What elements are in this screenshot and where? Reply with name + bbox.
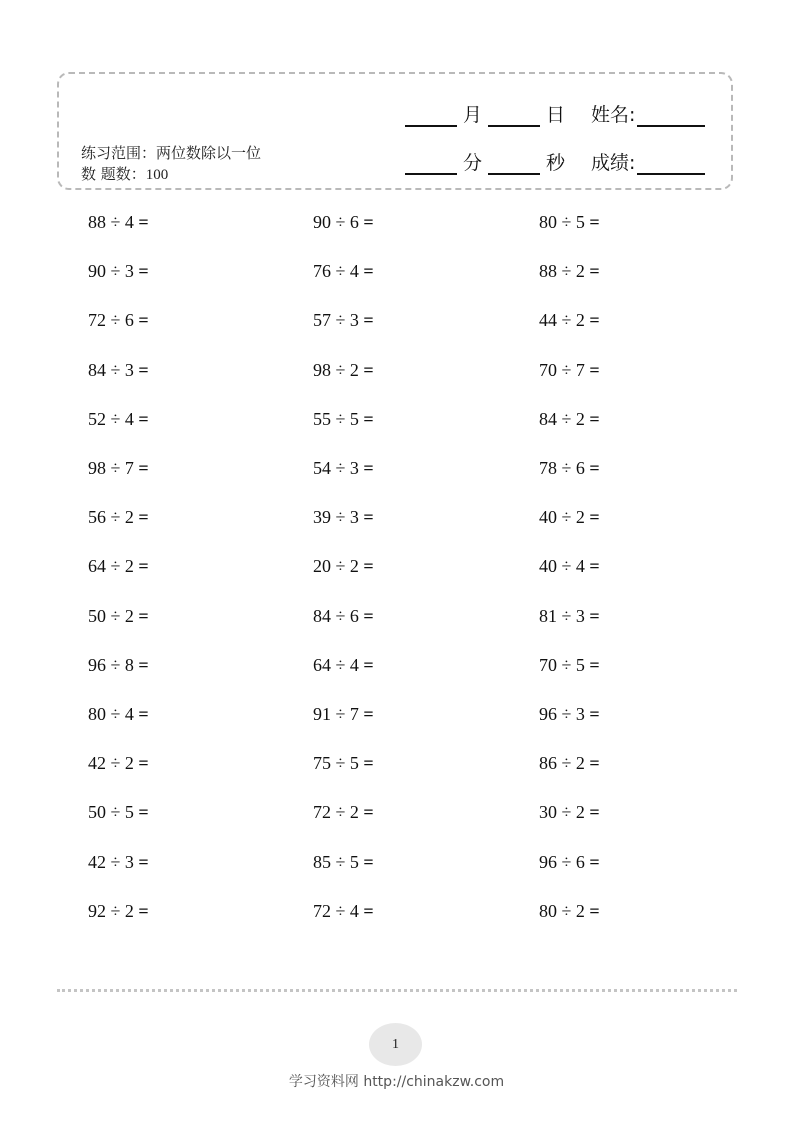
minute-label: 分 bbox=[463, 152, 483, 174]
month-blank[interactable] bbox=[405, 107, 457, 127]
problem-item bbox=[88, 210, 149, 234]
problem-expression: 72 ÷ 6 bbox=[88, 310, 134, 330]
equals-sign: = bbox=[363, 507, 374, 527]
problem-expression: 54 ÷ 3 bbox=[313, 458, 359, 478]
problem-expression: 78 ÷ 6 bbox=[539, 458, 585, 478]
footer-source: 学习资料网 http://chinakzw.com bbox=[288, 1074, 505, 1090]
problem-expression: 96 ÷ 6 bbox=[539, 852, 585, 872]
problem-item bbox=[313, 800, 374, 824]
problem-item bbox=[539, 456, 600, 480]
problem-expression: 92 ÷ 2 bbox=[88, 901, 134, 921]
equals-sign: = bbox=[363, 802, 374, 822]
equals-sign: = bbox=[589, 802, 600, 822]
problem-expression: 80 ÷ 5 bbox=[539, 212, 585, 232]
equals-sign: = bbox=[589, 409, 600, 429]
problem-item bbox=[539, 554, 600, 578]
day-blank[interactable] bbox=[488, 107, 540, 127]
problem-item bbox=[313, 899, 374, 923]
problem-item bbox=[88, 702, 149, 726]
second-label: 秒 bbox=[546, 152, 566, 174]
equals-sign: = bbox=[589, 261, 600, 281]
page-number: 1 bbox=[369, 1023, 422, 1066]
equals-sign: = bbox=[138, 704, 149, 724]
problem-expression: 44 ÷ 2 bbox=[539, 310, 585, 330]
equals-sign: = bbox=[363, 360, 374, 380]
equals-sign: = bbox=[589, 655, 600, 675]
problem-item bbox=[88, 308, 149, 332]
equals-sign: = bbox=[138, 310, 149, 330]
equals-sign: = bbox=[363, 458, 374, 478]
problem-expression: 39 ÷ 3 bbox=[313, 507, 359, 527]
problem-expression: 90 ÷ 6 bbox=[313, 212, 359, 232]
equals-sign: = bbox=[138, 556, 149, 576]
problem-expression: 84 ÷ 3 bbox=[88, 360, 134, 380]
problem-expression: 80 ÷ 4 bbox=[88, 704, 134, 724]
problem-item bbox=[313, 604, 374, 628]
name-label: 姓名: bbox=[591, 104, 636, 126]
problem-expression: 42 ÷ 2 bbox=[88, 753, 134, 773]
problem-item bbox=[313, 702, 374, 726]
problem-expression: 98 ÷ 7 bbox=[88, 458, 134, 478]
problem-item bbox=[88, 407, 149, 431]
problem-expression: 57 ÷ 3 bbox=[313, 310, 359, 330]
problem-item bbox=[539, 850, 600, 874]
problem-item bbox=[88, 554, 149, 578]
problem-expression: 70 ÷ 5 bbox=[539, 655, 585, 675]
equals-sign: = bbox=[589, 556, 600, 576]
equals-sign: = bbox=[138, 212, 149, 232]
question-count-value: 100 bbox=[145, 167, 169, 183]
problem-item bbox=[88, 653, 149, 677]
problem-expression: 50 ÷ 5 bbox=[88, 802, 134, 822]
equals-sign: = bbox=[589, 212, 600, 232]
problem-expression: 85 ÷ 5 bbox=[313, 852, 359, 872]
problem-item bbox=[88, 800, 149, 824]
equals-sign: = bbox=[363, 901, 374, 921]
problem-item bbox=[88, 899, 149, 923]
practice-range: 练习范围：两位数除以一位 bbox=[81, 144, 262, 162]
problem-expression: 72 ÷ 4 bbox=[313, 901, 359, 921]
score-label: 成绩: bbox=[591, 152, 636, 174]
problem-item bbox=[88, 358, 149, 382]
problem-expression: 42 ÷ 3 bbox=[88, 852, 134, 872]
problem-item bbox=[313, 358, 374, 382]
equals-sign: = bbox=[589, 852, 600, 872]
month-label: 月 bbox=[463, 104, 483, 126]
problem-item bbox=[313, 259, 374, 283]
bottom-divider bbox=[57, 989, 737, 992]
equals-sign: = bbox=[363, 212, 374, 232]
problem-item bbox=[539, 800, 600, 824]
date-name-row bbox=[405, 100, 705, 127]
equals-sign: = bbox=[138, 409, 149, 429]
problem-expression: 72 ÷ 2 bbox=[313, 802, 359, 822]
equals-sign: = bbox=[589, 360, 600, 380]
question-count bbox=[81, 163, 168, 184]
problem-item bbox=[88, 505, 149, 529]
problem-expression: 70 ÷ 7 bbox=[539, 360, 585, 380]
problem-expression: 52 ÷ 4 bbox=[88, 409, 134, 429]
problem-expression: 76 ÷ 4 bbox=[313, 261, 359, 281]
problem-expression: 56 ÷ 2 bbox=[88, 507, 134, 527]
problem-item bbox=[313, 407, 374, 431]
problem-expression: 84 ÷ 6 bbox=[313, 606, 359, 626]
problem-expression: 30 ÷ 2 bbox=[539, 802, 585, 822]
problem-item bbox=[539, 702, 600, 726]
problem-item bbox=[539, 899, 600, 923]
equals-sign: = bbox=[138, 852, 149, 872]
problem-item bbox=[539, 604, 600, 628]
equals-sign: = bbox=[363, 409, 374, 429]
equals-sign: = bbox=[589, 310, 600, 330]
name-blank[interactable] bbox=[637, 107, 705, 127]
problem-expression: 86 ÷ 2 bbox=[539, 753, 585, 773]
problem-item bbox=[313, 210, 374, 234]
equals-sign: = bbox=[589, 458, 600, 478]
problem-item bbox=[313, 850, 374, 874]
score-blank[interactable] bbox=[637, 155, 705, 175]
problem-expression: 84 ÷ 2 bbox=[539, 409, 585, 429]
equals-sign: = bbox=[363, 261, 374, 281]
equals-sign: = bbox=[138, 261, 149, 281]
problem-expression: 80 ÷ 2 bbox=[539, 901, 585, 921]
problem-item bbox=[539, 505, 600, 529]
problem-expression: 64 ÷ 4 bbox=[313, 655, 359, 675]
problem-item bbox=[539, 210, 600, 234]
problem-expression: 91 ÷ 7 bbox=[313, 704, 359, 724]
problem-expression: 81 ÷ 3 bbox=[539, 606, 585, 626]
problem-expression: 20 ÷ 2 bbox=[313, 556, 359, 576]
problem-item bbox=[88, 604, 149, 628]
equals-sign: = bbox=[138, 753, 149, 773]
day-label: 日 bbox=[546, 104, 566, 126]
problem-expression: 88 ÷ 4 bbox=[88, 212, 134, 232]
problem-expression: 40 ÷ 2 bbox=[539, 507, 585, 527]
minute-blank[interactable] bbox=[405, 155, 457, 175]
problem-expression: 55 ÷ 5 bbox=[313, 409, 359, 429]
problem-item bbox=[313, 554, 374, 578]
equals-sign: = bbox=[363, 852, 374, 872]
equals-sign: = bbox=[138, 360, 149, 380]
equals-sign: = bbox=[138, 507, 149, 527]
problem-item bbox=[313, 653, 374, 677]
equals-sign: = bbox=[363, 606, 374, 626]
equals-sign: = bbox=[138, 901, 149, 921]
second-blank[interactable] bbox=[488, 155, 540, 175]
problem-item bbox=[88, 751, 149, 775]
problem-expression: 40 ÷ 4 bbox=[539, 556, 585, 576]
equals-sign: = bbox=[138, 802, 149, 822]
problem-item bbox=[539, 259, 600, 283]
equals-sign: = bbox=[363, 556, 374, 576]
problem-expression: 90 ÷ 3 bbox=[88, 261, 134, 281]
equals-sign: = bbox=[363, 655, 374, 675]
problem-item bbox=[313, 308, 374, 332]
time-score-row bbox=[405, 148, 705, 175]
problem-item bbox=[539, 653, 600, 677]
problem-expression: 75 ÷ 5 bbox=[313, 753, 359, 773]
equals-sign: = bbox=[589, 901, 600, 921]
equals-sign: = bbox=[363, 310, 374, 330]
equals-sign: = bbox=[363, 753, 374, 773]
problem-item bbox=[539, 407, 600, 431]
equals-sign: = bbox=[589, 704, 600, 724]
problem-item bbox=[539, 751, 600, 775]
equals-sign: = bbox=[138, 655, 149, 675]
problem-expression: 98 ÷ 2 bbox=[313, 360, 359, 380]
problem-item bbox=[88, 456, 149, 480]
equals-sign: = bbox=[138, 458, 149, 478]
problem-item bbox=[88, 259, 149, 283]
problem-item bbox=[313, 751, 374, 775]
equals-sign: = bbox=[138, 606, 149, 626]
question-count-label: 数 题数： bbox=[81, 165, 146, 183]
worksheet-header bbox=[57, 72, 733, 190]
problem-item bbox=[88, 850, 149, 874]
problem-item bbox=[539, 358, 600, 382]
equals-sign: = bbox=[589, 753, 600, 773]
equals-sign: = bbox=[363, 704, 374, 724]
equals-sign: = bbox=[589, 606, 600, 626]
problem-expression: 50 ÷ 2 bbox=[88, 606, 134, 626]
problem-expression: 88 ÷ 2 bbox=[539, 261, 585, 281]
problem-item bbox=[313, 505, 374, 529]
problem-expression: 96 ÷ 3 bbox=[539, 704, 585, 724]
problem-expression: 96 ÷ 8 bbox=[88, 655, 134, 675]
problem-item bbox=[539, 308, 600, 332]
equals-sign: = bbox=[589, 507, 600, 527]
problem-expression: 64 ÷ 2 bbox=[88, 556, 134, 576]
problem-item bbox=[313, 456, 374, 480]
